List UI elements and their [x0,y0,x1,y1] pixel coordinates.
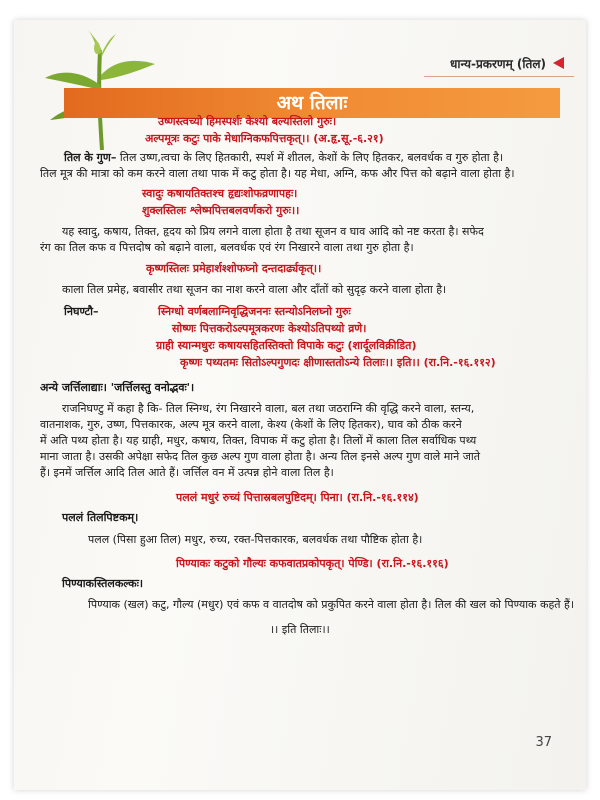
line-text: अन्ये जर्त्तिलाद्याः। 'जर्त्तिलस्तु वनोद्भवः'। [40,381,195,394]
line-text: सोष्णः पित्तकरोऽल्पमूत्रकरणः केश्योऽतिपथ्यो व्रणे। [172,322,367,335]
text-line [142,203,299,218]
text-line [172,321,366,336]
text-line [40,449,480,464]
line-text: पललं तिलपिष्टकम्। [62,511,139,524]
text-line [40,465,334,480]
text-line [62,510,138,525]
line-text: स्निग्धो वर्णबलाग्निवृद्धिजननः स्तन्योऽनिलघ्नो गुरुः [158,305,351,318]
text-line [176,556,449,571]
line-text: ।। इति तिलाः।। [270,623,330,636]
text-line [88,532,422,547]
text-line [40,417,462,432]
line-text: उष्णस्त्वच्यो हिमस्पर्शः केश्यो बल्यस्तिलो गुरुः। [158,115,337,128]
text-line [40,380,194,395]
line-text: कृष्णः पथ्यतमः सितोऽल्पगुणदः क्षीणास्ततोऽन्ये तिलाः।। इति।। (रा.नि.-१६.११२) [180,356,496,369]
text-line [40,166,515,181]
line-text: में अति पथ्य होता है। यह ग्राही, मधुर, कषाय, तिक्त, विपाक में कटु होता है। तिलों में काला तिल सर्वाधिक पथ्य [40,434,477,447]
line-text: तिल मूत्र की मात्रा को कम करने वाला तथा पाक में कटु होता है। यह मेधा, अग्नि, कफ और पित्त को बढ़ाने वाला होता है। [40,167,515,180]
line-text: पिण्याक (खल) कटु, गौल्य (मधुर) एवं कफ व वातदोष को प्रकुपित करने वाला होता है। तिल की खल को पिण्याक कहते हैं। [88,598,575,611]
line-text: तिल उष्ण,त्वचा के लिए हितकारी, स्पर्श में शीतल, केशों के लिए हितकर, बलवर्धक व गुरु होता है। [116,151,504,164]
text-line [62,576,143,591]
line-text: माना जाता है। उसकी अपेक्षा सफेद तिल कुछ अल्प गुण वाला होता है। अन्य तिल इनसे अल्प गुण वाले माने जाते [40,450,481,463]
text-line [156,338,416,353]
text-line [62,401,474,416]
text-line [180,355,496,370]
line-text: ग्राही स्यान्मधुरः कषायसहितस्तिक्तो विपाके कटुः (शार्दूलविक्रीडित) [156,339,417,352]
text-line [158,304,351,319]
line-text: शुक्लस्तिलः श्लेष्मपित्तबलवर्णकरो गुरुः।। [142,204,300,217]
line-text: स्वादुः कषायतिक्तश्च हृद्यःशोफव्रणापहः। [142,187,298,200]
page-number: 37 [535,735,552,750]
chapter-title: अथ तिलाः [64,88,560,118]
text-line [88,597,574,612]
text-line [142,186,297,201]
line-text: काला तिल प्रमेह, बवासीर तथा सूजन का नाश करने वाला और दाँतों को सुदृढ़ करने वाला होता है। [62,283,447,296]
line-text: पिण्याकः कटुको गौल्यः कफवातप्रकोपकृत्। पेण्डि। (रा.नि.-१६.११६) [176,557,449,570]
text-line [62,224,484,239]
header-marker-icon [553,57,564,69]
line-text: हैं। इनमें जर्त्तिल आदि तिल आते हैं। जर्त्तिल वन में उत्पन्न होने वाला तिल है। [40,466,334,479]
book-page [14,20,586,790]
line-text: पिण्याकस्तिलकल्कः। [62,577,144,590]
section-header: धान्य-प्रकरणम् (तिल) [449,57,546,71]
text-line [176,490,419,505]
line-text: अल्पमूत्रः कटुः पाके मेधाग्निकफपित्तकृत्।। (अ.हृ.सू.-६.२१) [145,132,384,145]
text-line [40,240,414,255]
line-text: पलल (पिसा हुआ तिल) मधुर, रुच्य, रक्त-पित्तकारक, बलवर्धक तथा पौष्टिक होता है। [88,533,423,546]
line-text: राजनिघण्टु में कहा है कि- तिल स्निग्ध, रंग निखारने वाला, बल तथा जठराग्नि की वृद्धि करने वाला, स्तन्य, [62,402,475,415]
text-line [146,261,321,276]
text-line [64,150,503,165]
line-text: रंग का तिल कफ व पित्तदोष को बढ़ाने वाला, बलवर्धक एवं रंग निखारने वाला तथा गुरु होता है। [40,241,414,254]
text-line [40,433,476,448]
header-divider [424,76,574,77]
line-text: कृष्णस्तिलः प्रमेहार्शश्शोफघ्नो दन्तदार्ढ्यकृत्।। [146,262,322,275]
line-text: यह स्वादु, कषाय, तिक्त, हृदय को प्रिय लगने वाला होता है तथा सूजन व घाव आदि को नष्ट करता है। सफेद [62,225,484,238]
line-text: वातनाशक, गुरु, उष्ण, पित्तकारक, अल्प मूत्र करने वाला, केश्य (केशों के लिए हितकर), घाव को ठीक करने [40,418,462,431]
line-label: निघण्टौ– [64,305,99,318]
text-line [62,282,446,297]
text-line [270,622,330,637]
line-text: पललं मधुरं रुच्यं पित्तास्रबलपुष्टिदम्। पिना। (रा.नि.-१६.११४) [176,491,419,504]
text-line [158,114,336,129]
line-label: तिल के गुण– [64,151,117,164]
text-line [64,304,98,319]
text-line [145,131,384,146]
